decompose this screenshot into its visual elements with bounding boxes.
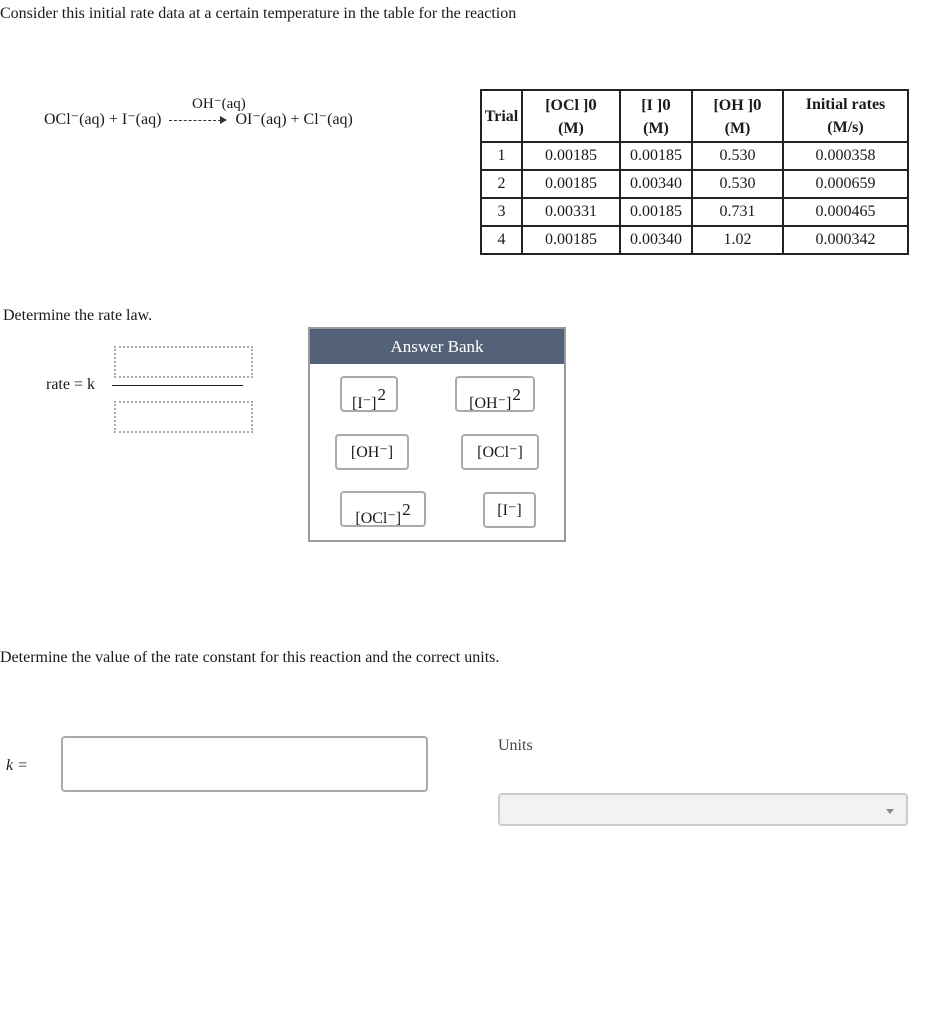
header-initial-rates: Initial rates (M/s) bbox=[783, 90, 908, 142]
rate-law-label: rate = k bbox=[46, 376, 95, 393]
cell-rate: 0.000659 bbox=[783, 170, 908, 198]
cell-oh: 0.530 bbox=[692, 142, 783, 170]
cell-oh: 0.530 bbox=[692, 170, 783, 198]
table-row bbox=[481, 198, 908, 226]
header-ocl: [OCl ]0 (M) bbox=[522, 90, 620, 142]
table-row bbox=[481, 226, 908, 254]
reaction-products: OI⁻(aq) + Cl⁻(aq) bbox=[235, 111, 353, 128]
units-label: Units bbox=[498, 737, 533, 754]
units-select[interactable] bbox=[498, 793, 908, 826]
answer-bank-title: Answer Bank bbox=[310, 329, 564, 364]
table-row bbox=[481, 142, 908, 170]
cell-i: 0.00185 bbox=[620, 142, 692, 170]
answer-bank bbox=[308, 327, 566, 542]
cell-i: 0.00185 bbox=[620, 198, 692, 226]
numerator-drop-target[interactable] bbox=[114, 346, 253, 378]
table-header-row bbox=[481, 90, 908, 142]
header-trial: Trial bbox=[481, 90, 522, 142]
rate-law-prompt: Determine the rate law. bbox=[3, 307, 153, 324]
cell-rate: 0.000465 bbox=[783, 198, 908, 226]
cell-trial: 2 bbox=[481, 170, 522, 198]
tile-ocl-squared[interactable]: $[OCl^-]^2$ bbox=[340, 491, 426, 527]
cell-i: 0.00340 bbox=[620, 170, 692, 198]
cell-oh: 1.02 bbox=[692, 226, 783, 254]
chevron-down-icon bbox=[886, 809, 894, 814]
header-oh: [OH ]0 (M) bbox=[692, 90, 783, 142]
question-intro: Consider this initial rate data at a certain temperature in the table for the reaction bbox=[0, 5, 517, 22]
cell-ocl: 0.00185 bbox=[522, 226, 620, 254]
rate-constant-prompt: Determine the value of the rate constant for this reaction and the correct units. bbox=[0, 649, 500, 666]
tile-i[interactable]: [I⁻] bbox=[483, 492, 536, 528]
cell-trial: 1 bbox=[481, 142, 522, 170]
fraction-bar bbox=[112, 385, 243, 386]
tile-ocl[interactable]: [OCl⁻] bbox=[461, 434, 539, 470]
denominator-drop-target[interactable] bbox=[114, 401, 253, 433]
cell-trial: 3 bbox=[481, 198, 522, 226]
reaction-reactants: OCl⁻(aq) + I⁻(aq) bbox=[44, 111, 162, 128]
table-row bbox=[481, 170, 908, 198]
cell-ocl: 0.00331 bbox=[522, 198, 620, 226]
cell-ocl: 0.00185 bbox=[522, 170, 620, 198]
cell-rate: 0.000358 bbox=[783, 142, 908, 170]
tile-i-squared[interactable]: $[I^-]^2$ bbox=[340, 376, 398, 412]
k-label: k = bbox=[6, 757, 28, 774]
cell-i: 0.00340 bbox=[620, 226, 692, 254]
reaction-catalyst: OH⁻(aq) bbox=[192, 96, 246, 112]
cell-rate: 0.000342 bbox=[783, 226, 908, 254]
reaction-arrow-icon bbox=[169, 115, 227, 125]
cell-ocl: 0.00185 bbox=[522, 142, 620, 170]
header-i: [I ]0 (M) bbox=[620, 90, 692, 142]
reaction-equation bbox=[44, 109, 353, 129]
cell-oh: 0.731 bbox=[692, 198, 783, 226]
tile-oh-squared[interactable]: $[OH^-]^2$ bbox=[455, 376, 535, 412]
k-value-input[interactable] bbox=[61, 736, 428, 792]
cell-trial: 4 bbox=[481, 226, 522, 254]
rate-data-table bbox=[480, 89, 909, 255]
tile-oh[interactable]: [OH⁻] bbox=[335, 434, 409, 470]
